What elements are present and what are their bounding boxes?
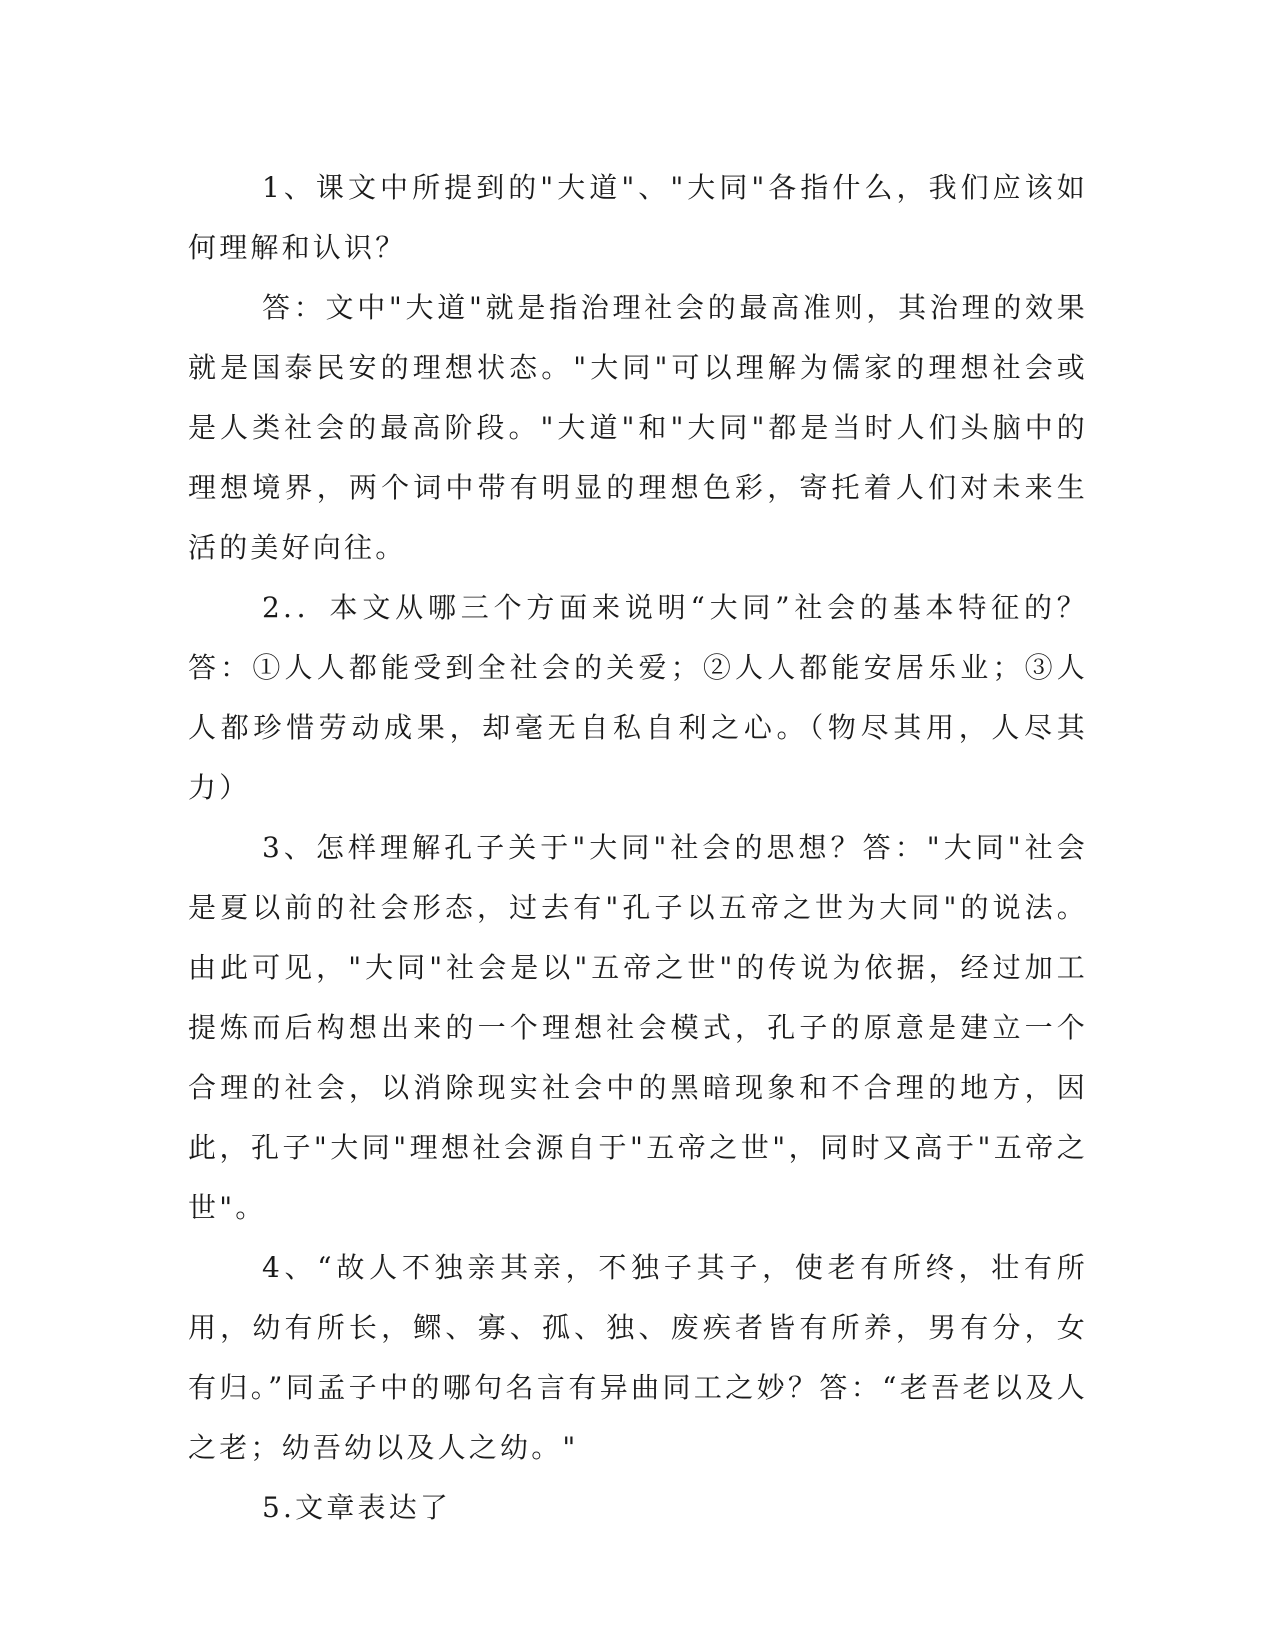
question-5-paragraph: 5.文章表达了: [262, 1491, 452, 1524]
document-body: [188, 158, 1088, 1538]
question-2-paragraph: 2.．本文从哪三个方面来说明“大同”社会的基本特征的？答：①人人都能受到全社会的关爱；②人人都能安居乐业；③人人都珍惜劳动成果，却毫无自私自利之心。（物尽其用，人尽其力）: [188, 591, 1088, 804]
answer-1-paragraph: 答：文中"大道"就是指治理社会的最高准则，其治理的效果就是国泰民安的理想状态。"大同"可以理解为儒家的理想社会或是人类社会的最高阶段。"大道"和"大同"都是当时人们头脑中的理想境界，两个词中带有明显的理想色彩，寄托着人们对未来生活的美好向往。: [188, 291, 1088, 564]
question-3-paragraph: 3、怎样理解孔子关于"大同"社会的思想？答："大同"社会是夏以前的社会形态，过去有"孔子以五帝之世为大同"的说法。由此可见，"大同"社会是以"五帝之世"的传说为依据，经过加工提炼而后构想出来的一个理想社会模式，孔子的原意是建立一个合理的社会，以消除现实社会中的黑暗现象和不合理的地方，因此，孔子"大同"理想社会源自于"五帝之世"，同时又高于"五帝之世"。: [188, 831, 1088, 1224]
question-4-paragraph: 4、“故人不独亲其亲，不独子其子，使老有所终，壮有所用，幼有所长，鳏、寡、孤、独、废疾者皆有所养，男有分，女有归。”同孟子中的哪句名言有异曲同工之妙？答：“老吾老以及人之老；幼吾幼以及人之幼。": [188, 1251, 1088, 1464]
question-1-paragraph: 1、课文中所提到的"大道"、"大同"各指什么，我们应该如何理解和认识？: [188, 171, 1088, 264]
